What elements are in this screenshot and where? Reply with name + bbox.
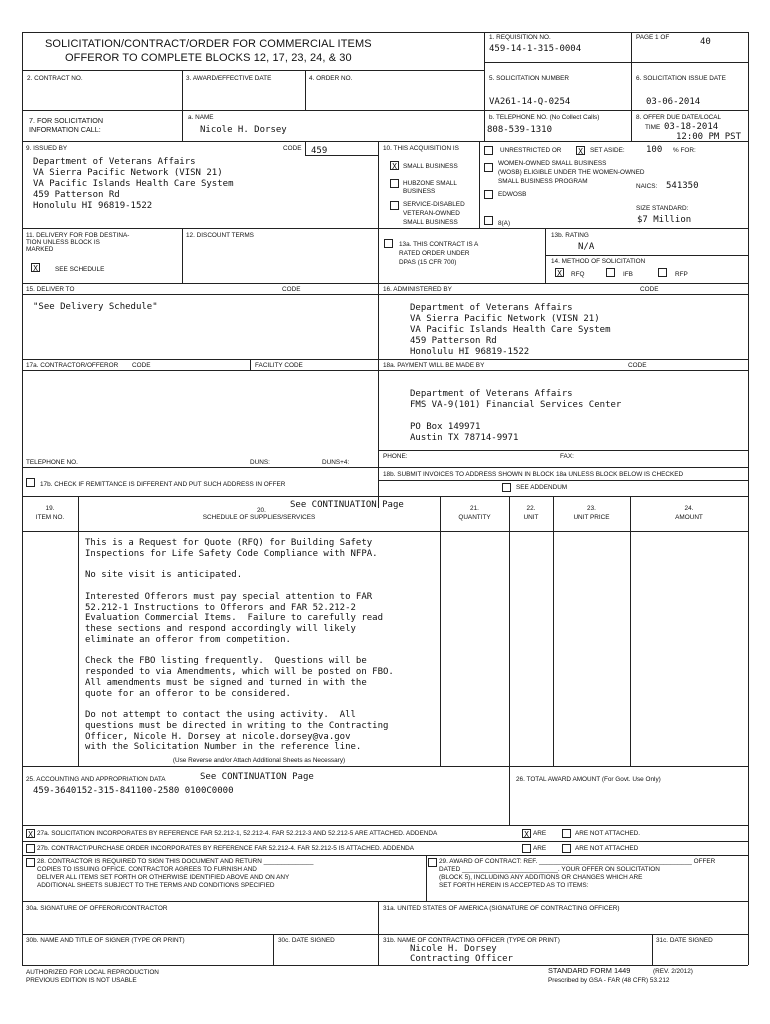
see-schedule-label: SEE SCHEDULE <box>55 266 105 273</box>
divider <box>484 62 748 63</box>
administered-by-label: 16. ADMINISTERED BY <box>383 286 452 293</box>
schedule-line: Interested Offerors must pay special attention to FAR <box>85 591 373 602</box>
offeror-date-label: 30c. DATE SIGNED <box>278 937 335 944</box>
schedule-line: This is a Request for Quote (RFQ) for Building Safety <box>85 538 373 548</box>
rated-order-label: 13a. THIS CONTRACT IS A <box>399 241 479 248</box>
page-label: PAGE 1 OF <box>636 34 670 41</box>
offer-due-date: 03-18-2014 <box>664 122 719 132</box>
unit-price-number: 23. <box>587 505 596 512</box>
divider <box>22 825 748 826</box>
edwosb-checkbox[interactable] <box>484 190 493 199</box>
addenda-b-are-checkbox[interactable] <box>522 844 531 853</box>
divider <box>22 283 748 284</box>
clause-29-line: DATED ___________________________. YOUR OFFER ON SOLICITATION <box>439 866 660 873</box>
clause-27b-checkbox[interactable] <box>26 844 35 853</box>
divider <box>378 480 748 481</box>
divider <box>509 496 510 766</box>
name-label: a. NAME <box>188 114 214 121</box>
frame-bottom <box>22 965 748 966</box>
rating-label: 13b. RATING <box>551 232 589 239</box>
addendum-checkbox[interactable] <box>502 483 511 492</box>
hubzone-label-2: BUSINESS <box>403 188 436 195</box>
divider <box>22 841 748 842</box>
clause-27b-label: 27b. CONTRACT/PURCHASE ORDER INCORPORATES BY REFERENCE FAR 52.212-4. FAR 52.212-5 IS ATTACHED. ADDENDA <box>37 845 415 852</box>
schedule-line: with the Solicitation Number in the reference line. <box>85 742 362 753</box>
rated-order-label-3: DPAS (15 CFR 700) <box>399 259 457 266</box>
address-line: Honolulu HI 96819-1522 <box>33 201 153 211</box>
issue-date-label: 6. SOLICITATION ISSUE DATE <box>636 75 726 82</box>
address-line: Department of Veterans Affairs <box>33 157 196 167</box>
address-line: 459 Patterson Rd <box>33 190 120 200</box>
wosb-checkbox[interactable] <box>484 163 493 172</box>
unrestricted-checkbox[interactable] <box>484 146 493 155</box>
issued-code-value: 459 <box>311 146 328 156</box>
payment-code-label: CODE <box>628 362 647 369</box>
telephone-no-label: TELEPHONE NO. <box>26 459 78 466</box>
payment-label: 18a. PAYMENT WILL BE MADE BY <box>383 362 485 369</box>
divider <box>182 110 183 141</box>
divider <box>22 228 748 229</box>
addenda-are-label: ARE <box>533 830 547 837</box>
form-number: STANDARD FORM 1449 <box>548 966 631 975</box>
wosb-label: WOMEN-OWNED SMALL BUSINESS <box>498 160 607 167</box>
form-title: SOLICITATION/CONTRACT/ORDER FOR COMMERCIAL ITEMS <box>45 38 372 50</box>
info-call-label: 7. FOR SOLICITATION <box>29 116 104 125</box>
deliver-to-label: 15. DELIVER TO <box>26 286 75 293</box>
divider <box>378 450 748 451</box>
issue-date-value: 03-06-2014 <box>646 97 701 107</box>
divider <box>378 901 379 965</box>
fob-label-3: MARKED <box>26 246 54 253</box>
address-line: VA Sierra Pacific Network (VISN 21) <box>33 168 223 178</box>
edwosb-label: EDWOSB <box>498 191 527 198</box>
see-schedule-checkbox[interactable]: X <box>31 263 40 272</box>
addenda-are-not-label: ARE NOT ATTACHED. <box>575 830 640 837</box>
addenda-are-not-checkbox[interactable] <box>562 829 571 838</box>
method-label: 14. METHOD OF SOLICITATION <box>551 258 646 265</box>
schedule-line: No site visit is anticipated. <box>85 570 243 581</box>
discount-terms-label: 12. DISCOUNT TERMS <box>186 232 254 239</box>
contractor-label: 17a. CONTRACTOR/OFFEROR <box>26 362 119 369</box>
divider <box>484 110 748 111</box>
total-award-label: 26. TOTAL AWARD AMOUNT (For Govt. Use Only) <box>516 776 661 783</box>
size-standard-label: SIZE STANDARD: <box>636 205 689 212</box>
divider <box>273 934 274 965</box>
clause-29-line: SET FORTH HEREIN IS ACCEPTED AS TO ITEMS: <box>439 882 589 889</box>
divider <box>22 496 748 497</box>
quantity-label: QUANTITY <box>458 514 491 521</box>
offer-due-label: 8. OFFER DUE DATE/LOCAL <box>636 114 722 121</box>
addenda-b-are-label: ARE <box>533 845 547 852</box>
unit-label: UNIT <box>523 514 539 521</box>
addendum-label: SEE ADDENDUM <box>516 484 568 491</box>
requisition-value: 459-14-1-315-0004 <box>489 44 582 54</box>
telephone-label: b. TELEPHONE NO. (No Collect Calls) <box>489 114 600 121</box>
divider <box>22 70 484 71</box>
divider <box>378 283 379 508</box>
signer-name-label: 30b. NAME AND TITLE OF SIGNER (TYPE OR PRINT) <box>26 937 185 944</box>
schedule-line: Officer, Nicole H. Dorsey at nicole.dorsey@va.gov <box>85 731 351 742</box>
rfq-checkbox[interactable]: X <box>555 268 564 277</box>
divider <box>22 467 748 468</box>
divider <box>378 141 379 283</box>
authorized-reproduction: AUTHORIZED FOR LOCAL REPRODUCTION <box>26 969 159 976</box>
frame-top <box>22 32 748 33</box>
divider <box>479 141 480 228</box>
administered-code-label: CODE <box>640 286 659 293</box>
ifb-label: IFB <box>623 271 633 278</box>
divider <box>305 141 306 155</box>
sdvosb-label: SERVICE-DISABLED <box>403 201 465 208</box>
phone-label: PHONE: <box>383 453 408 460</box>
reverse-note: (Use Reverse and/or Attach Additional Sheets as Necessary) <box>172 757 346 764</box>
unrestricted-label: UNRESTRICTED OR <box>500 147 562 154</box>
clause-29-line: 29. AWARD OF CONTRACT: REF. ___________________________________________ OFFER <box>439 858 716 865</box>
info-call-label-2: INFORMATION CALL: <box>29 125 101 134</box>
award-date-label: 3. AWARD/EFFECTIVE DATE <box>186 75 272 82</box>
clause-28-line: ADDITIONAL SHEETS SUBJECT TO THE TERMS AND CONDITIONS SPECIFIED <box>37 882 275 889</box>
rated-order-label-2: RATED ORDER UNDER <box>399 250 470 257</box>
set-aside-percent: 100 <box>646 145 663 155</box>
addenda-b-are-not-label: ARE NOT ATTACHED <box>575 845 639 852</box>
duns-label: DUNS: <box>250 459 270 466</box>
small-business-label: SMALL BUSINESS <box>403 163 458 170</box>
divider <box>250 359 251 370</box>
telephone-value: 808-539-1310 <box>487 125 553 135</box>
contractor-code-label: CODE <box>132 362 151 369</box>
schedule-line: 52.212-1 Instructions to Offerors and FAR 52.212-2 <box>85 602 356 613</box>
prescribed-by: Prescribed by GSA - FAR (48 CFR) 53.212 <box>548 977 670 984</box>
schedule-number: 20. <box>257 507 266 514</box>
hubzone-checkbox[interactable] <box>390 179 399 188</box>
submit-invoices-label: 18b. SUBMIT INVOICES TO ADDRESS SHOWN IN BLOCK 18a UNLESS BLOCK BELOW IS CHECKED <box>383 471 684 478</box>
award-checkbox[interactable] <box>428 858 437 867</box>
accounting-label: 25. ACCOUNTING AND APPROPRIATION DATA <box>26 776 166 783</box>
offer-due-time: 12:00 PM PST <box>676 132 742 142</box>
page-total: 40 <box>700 37 711 47</box>
item-no-label: ITEM NO. <box>35 514 65 521</box>
offeror-signature-label: 30a. SIGNATURE OF OFFEROR/CONTRACTOR <box>26 905 168 912</box>
previous-edition-note: PREVIOUS EDITION IS NOT USABLE <box>26 977 137 984</box>
schedule-line: Evaluation Commercial Items. Failure to carefully read <box>85 613 384 624</box>
officer-name-label: 31b. NAME OF CONTRACTING OFFICER (TYPE OR PRINT) <box>383 937 560 944</box>
sdvosb-checkbox[interactable] <box>390 201 399 210</box>
amount-label: AMOUNT <box>675 514 703 521</box>
addenda-b-are-not-checkbox[interactable] <box>562 844 571 853</box>
facility-code-label: FACILITY CODE <box>255 362 303 369</box>
rating-value: N/A <box>578 242 595 252</box>
wosb-label-2: (WOSB) ELIGIBLE UNDER THE WOMEN-OWNED <box>498 169 645 176</box>
accounting-value: 459-3640152-315-841100-2580 0100C0000 <box>33 786 234 796</box>
divider <box>22 531 748 532</box>
sdvosb-label-3: SMALL BUSINESS <box>403 219 458 226</box>
clause-27a-label: 27a. SOLICITATION INCORPORATES BY REFERENCE FAR 52.212-1, 52.212-4. FAR 52.212-3 AND 52.212-5 ARE ATTACHED. ADDENDA <box>37 830 438 837</box>
divider <box>22 359 748 360</box>
duns4-label: DUNS+4: <box>322 459 350 466</box>
rfq-label: RFQ <box>571 271 585 278</box>
solicitation-number-value: VA261-14-Q-0254 <box>489 97 571 107</box>
officer-date-label: 31c. DATE SIGNED <box>656 937 713 944</box>
schedule-line: quote for an offeror to be considered. <box>85 688 291 699</box>
officer-signature-label: 31a. UNITED STATES OF AMERICA (SIGNATURE OF CONTRACTING OFFICER) <box>383 905 620 912</box>
deliver-code-label: CODE <box>282 286 301 293</box>
schedule-line: questions must be directed in writing to the Contracting <box>85 720 389 731</box>
divider <box>426 855 427 901</box>
contract-no-label: 2. CONTRACT NO. <box>27 75 83 82</box>
schedule-continuation: See CONTINUATION Page <box>290 500 404 510</box>
address-line: VA Pacific Islands Health Care System <box>410 325 611 335</box>
size-standard-value: $7 Million <box>637 215 692 225</box>
accounting-continuation: See CONTINUATION Page <box>200 772 314 782</box>
divider <box>630 496 631 766</box>
rfp-label: RFP <box>675 271 688 278</box>
divider <box>545 255 748 256</box>
address-line: FMS VA-9(101) Financial Services Center <box>410 400 622 410</box>
addenda-are-checkbox[interactable]: X <box>522 829 531 838</box>
percent-for-label: % FOR: <box>673 147 696 154</box>
acquisition-label: 10. THIS ACQUISITION IS <box>383 145 459 152</box>
offer-due-time-label: TIME <box>645 124 661 131</box>
clause-28-line: DELIVER ALL ITEMS SET FORTH OR OTHERWISE IDENTIFIED ABOVE AND ON ANY <box>37 874 290 881</box>
divider <box>22 934 748 935</box>
address-line: 459 Patterson Rd <box>410 336 497 346</box>
naics-value: 541350 <box>666 181 699 191</box>
small-business-checkbox[interactable]: X <box>390 161 399 170</box>
divider <box>305 70 306 110</box>
sdvosb-label-2: VETERAN-OWNED <box>403 210 460 217</box>
remittance-label: 17b. CHECK IF REMITTANCE IS DIFFERENT AND PUT SUCH ADDRESS IN OFFER <box>40 481 286 488</box>
clause-27a-checkbox[interactable]: X <box>26 829 35 838</box>
eight-a-checkbox[interactable] <box>484 216 493 225</box>
clause-29-line: (BLOCK 5), INCLUDING ANY ADDITIONS OR CHANGES WHICH ARE <box>439 874 643 881</box>
address-line: VA Sierra Pacific Network (VISN 21) <box>410 314 600 324</box>
form-subtitle: OFFEROR TO COMPLETE BLOCKS 12, 17, 23, 24, & 30 <box>65 52 352 64</box>
divider <box>484 32 485 141</box>
unit-price-label: UNIT PRICE <box>573 514 610 521</box>
divider <box>22 294 748 295</box>
contractor-sign-checkbox[interactable] <box>26 858 35 867</box>
divider <box>22 370 748 371</box>
amount-number: 24. <box>684 505 694 512</box>
set-aside-label: SET ASIDE: <box>590 147 625 154</box>
issued-by-label: 9. ISSUED BY <box>26 145 68 152</box>
officer-title: Contracting Officer <box>410 954 513 964</box>
divider <box>22 901 748 902</box>
clause-28-line: 28. CONTRACTOR IS REQUIRED TO SIGN THIS DOCUMENT AND RETURN ______________ <box>37 858 314 865</box>
address-line: VA Pacific Islands Health Care System <box>33 179 234 189</box>
divider <box>631 32 632 142</box>
fob-label: 11. DELIVERY FOR FOB DESTINA- <box>26 232 130 239</box>
form-revision: (REV. 2/2012) <box>653 968 693 975</box>
schedule-line: Do not attempt to contact the using activity. All <box>85 710 356 720</box>
schedule-line: Inspections for Life Safety Code Compliance with NFPA. <box>85 548 378 559</box>
solicitation-number-label: 5. SOLICITATION NUMBER <box>489 75 570 82</box>
order-no-label: 4. ORDER NO. <box>309 75 353 82</box>
divider <box>182 228 183 283</box>
divider <box>509 766 510 825</box>
divider <box>22 110 484 111</box>
unit-number: 22. <box>526 505 536 512</box>
divider <box>553 496 554 766</box>
address-line: Austin TX 78714-9971 <box>410 433 519 443</box>
divider <box>22 141 748 142</box>
set-aside-checkbox[interactable]: X <box>576 146 585 155</box>
address-line: Department of Veterans Affairs <box>410 389 573 399</box>
requisition-label: 1. REQUISITION NO. <box>489 34 551 41</box>
officer-name: Nicole H. Dorsey <box>410 944 497 954</box>
deliver-to-value: "See Delivery Schedule" <box>33 302 158 312</box>
divider <box>22 766 748 767</box>
divider <box>182 70 183 110</box>
divider <box>652 934 653 965</box>
schedule-line: eliminate an offeror from competition. <box>85 634 291 645</box>
quantity-number: 21. <box>470 505 479 512</box>
divider <box>440 496 441 766</box>
remittance-checkbox[interactable] <box>26 478 35 487</box>
schedule-label: SCHEDULE OF SUPPLIES/SERVICES <box>202 514 316 521</box>
rfp-checkbox[interactable] <box>658 268 667 277</box>
hubzone-label: HUBZONE SMALL <box>403 180 457 187</box>
clause-28-line: COPIES TO ISSUING OFFICE. CONTRACTOR AGREES TO FURNISH AND <box>37 866 257 873</box>
naics-label: NAICS: <box>636 183 658 190</box>
divider <box>22 855 748 856</box>
schedule-line: these sections and respond accordingly will likely <box>85 624 356 634</box>
rated-order-checkbox[interactable] <box>384 239 393 248</box>
fob-label-2: TION UNLESS BLOCK IS <box>26 239 100 246</box>
wosb-label-3: SMALL BUSINESS PROGRAM <box>498 178 588 185</box>
address-line: Honolulu HI 96819-1522 <box>410 347 530 357</box>
fax-label: FAX: <box>560 453 574 460</box>
eight-a-label: 8(A) <box>498 220 511 227</box>
divider <box>78 496 79 766</box>
address-line: Department of Veterans Affairs <box>410 303 573 313</box>
schedule-line: Check the FBO listing frequently. Questions will be <box>85 656 367 667</box>
schedule-line: All amendments must be signed and turned in with the <box>85 677 367 688</box>
frame-right <box>748 32 749 965</box>
issued-code-label: CODE <box>283 145 302 152</box>
ifb-checkbox[interactable] <box>606 268 615 277</box>
contact-name: Nicole H. Dorsey <box>200 125 287 135</box>
item-no-number: 19. <box>45 505 55 512</box>
address-line: PO Box 149971 <box>410 422 481 432</box>
schedule-line: responded to via Amendments, which will be posted on FBO. <box>85 667 394 677</box>
